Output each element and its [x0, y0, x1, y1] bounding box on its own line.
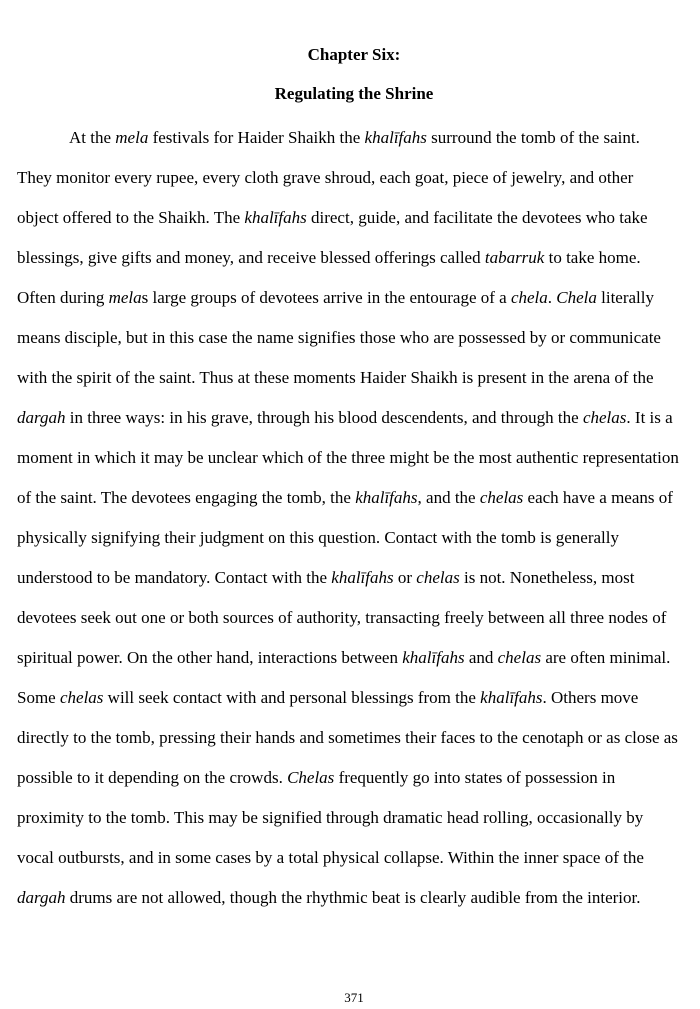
italic-term: khalīfahs — [244, 208, 307, 227]
italic-term: mela — [115, 128, 149, 147]
text-line — [17, 328, 661, 348]
chapter-subtitle: Regulating the Shrine — [274, 84, 434, 103]
text-line — [17, 448, 679, 468]
text-line — [17, 568, 634, 588]
text-line — [17, 368, 654, 388]
text-line — [17, 488, 673, 508]
italic-term: chelas — [497, 648, 542, 667]
italic-term: chelas — [59, 688, 104, 707]
text-line — [17, 688, 638, 708]
italic-term: dargah — [17, 408, 66, 427]
text-run: is not. Nonetheless, most — [459, 568, 635, 587]
chapter-title: Chapter Six: — [307, 45, 401, 64]
text-run: means disciple, but in this case the name signifies those who are possessed by or communicate — [17, 328, 661, 347]
text-run: Some — [17, 688, 60, 707]
text-run: s large groups of devotees arrive in the entourage of a — [141, 288, 511, 307]
text-line — [17, 648, 670, 668]
text-line — [17, 168, 633, 188]
text-run: direct, guide, and facilitate the devotees who take — [306, 208, 648, 227]
italic-term: Chelas — [287, 768, 335, 787]
text-run: blessings, give gifts and money, and receive blessed offerings called — [17, 248, 485, 267]
text-run: possible to it depending on the crowds. — [17, 768, 288, 787]
text-run: proximity to the tomb. This may be signified through dramatic head rolling, occasionally by — [17, 808, 644, 827]
italic-term: chelas — [582, 408, 627, 427]
italic-term: khalīfahs — [480, 688, 543, 707]
text-line — [17, 728, 678, 748]
italic-term: khalīfahs — [402, 648, 465, 667]
text-run: of the saint. The devotees engaging the tomb, the — [17, 488, 356, 507]
italic-term: tabarruk — [484, 248, 545, 267]
italic-term: khalīfahs — [331, 568, 394, 587]
text-run: , and the — [417, 488, 480, 507]
text-run: physically signifying their judgment on this question. Contact with the tomb is generally — [17, 528, 620, 547]
text-line — [17, 808, 643, 828]
text-line — [17, 528, 619, 548]
text-line — [17, 288, 654, 308]
italic-term: chelas — [416, 568, 460, 587]
text-run: surround the tomb of the saint. — [426, 128, 640, 147]
text-run: . It is a — [626, 408, 673, 427]
text-line — [17, 608, 666, 628]
text-run: object offered to the Shaikh. The — [17, 208, 245, 227]
italic-term: chelas — [479, 488, 524, 507]
text-run: Often during — [17, 288, 109, 307]
text-run: or — [393, 568, 417, 587]
text-line — [17, 248, 641, 268]
text-run: frequently go into states of possession in — [334, 768, 616, 787]
text-run: with the spirit of the saint. Thus at these moments Haider Shaikh is present in the arena of the — [17, 368, 654, 387]
text-run: spiritual power. On the other hand, interactions between — [17, 648, 403, 667]
text-run: literally — [596, 288, 655, 307]
text-run: will seek contact with and personal blessings from the — [103, 688, 481, 707]
text-run: They monitor every rupee, every cloth grave shroud, each goat, piece of jewelry, and other — [17, 168, 634, 187]
text-run: moment in which it may be unclear which of the three might be the most authentic representation — [17, 448, 679, 467]
text-run: drums are not allowed, though the rhythmic beat is clearly audible from the interior. — [65, 888, 641, 907]
text-line — [17, 208, 648, 228]
text-run: understood to be mandatory. Contact with the — [17, 568, 332, 587]
italic-term: chela — [510, 288, 548, 307]
text-run: and — [464, 648, 498, 667]
text-run: directly to the tomb, pressing their hands and sometimes their faces to the cenotaph or as close as — [17, 728, 678, 747]
text-run: devotees seek out one or both sources of authority, transacting freely between all three nodes of — [17, 608, 667, 627]
text-run: At the — [69, 128, 116, 147]
text-run: are often minimal. — [541, 648, 671, 667]
italic-term: khalīfahs — [355, 488, 418, 507]
page-number: 371 — [344, 990, 364, 1005]
text-line — [17, 848, 644, 868]
text-run: . — [547, 288, 557, 307]
italic-term: Chela — [556, 288, 597, 307]
text-line — [17, 768, 615, 788]
text-run: in three ways: in his grave, through his blood descendents, and through the — [65, 408, 583, 427]
italic-term: dargah — [17, 888, 66, 907]
text-line — [17, 888, 641, 908]
text-line — [17, 408, 673, 428]
italic-term: mela — [108, 288, 142, 307]
italic-term: khalīfahs — [364, 128, 427, 147]
text-run: . Others move — [542, 688, 639, 707]
text-run: vocal outbursts, and in some cases by a total physical collapse. Within the inner space of the — [17, 848, 644, 867]
text-run: each have a means of — [523, 488, 673, 507]
text-run: festivals for Haider Shaikh the — [148, 128, 365, 147]
text-run: to take home. — [544, 248, 641, 267]
text-line — [69, 128, 640, 148]
